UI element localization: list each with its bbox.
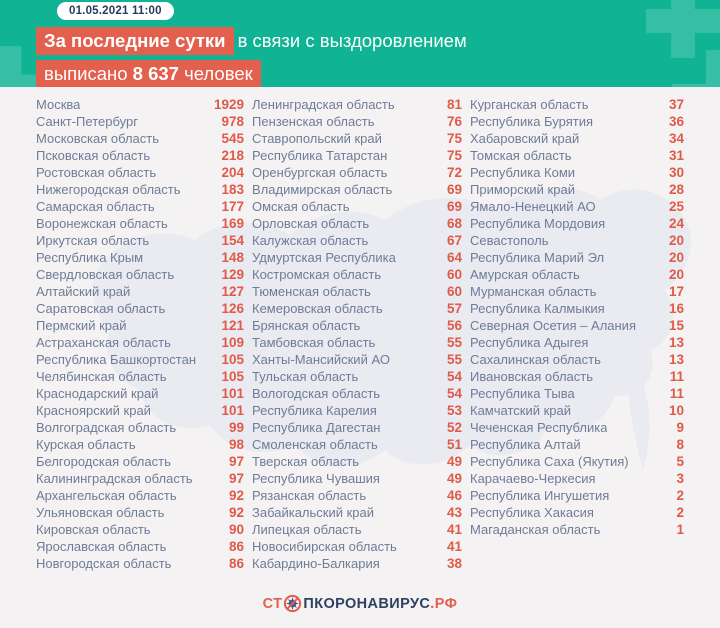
list-item: [470, 419, 684, 436]
region-value: 17: [668, 284, 684, 299]
region-name: Республика Адыгея: [470, 335, 589, 350]
virus-no-icon: [283, 594, 302, 613]
region-value: 92: [228, 488, 244, 503]
list-item: [252, 130, 462, 147]
region-name: Приморский край: [470, 182, 575, 197]
region-name: Самарская область: [36, 199, 155, 214]
region-name: Республика Саха (Якутия): [470, 454, 629, 469]
list-item: [252, 317, 462, 334]
region-value: 75: [446, 131, 462, 146]
region-value: 64: [446, 250, 462, 265]
region-name: Кировская область: [36, 522, 151, 537]
list-item: [252, 385, 462, 402]
list-item: [36, 96, 244, 113]
region-value: 13: [668, 335, 684, 350]
region-value: 15: [668, 318, 684, 333]
list-item: [36, 385, 244, 402]
region-name: Краснодарский край: [36, 386, 159, 401]
date-badge-text: 01.05.2021 11:00: [69, 5, 162, 17]
region-value: 98: [228, 437, 244, 452]
region-value: 81: [446, 97, 462, 112]
list-item: [252, 232, 462, 249]
region-name: Республика Дагестан: [252, 420, 381, 435]
region-name: Республика Бурятия: [470, 114, 594, 129]
list-item: [470, 487, 684, 504]
region-value: 51: [446, 437, 462, 452]
region-name: Воронежская область: [36, 216, 168, 231]
list-item: [470, 198, 684, 215]
region-name: Томская область: [470, 148, 572, 163]
region-value: 60: [446, 284, 462, 299]
region-value: 121: [221, 318, 244, 333]
list-item: [36, 198, 244, 215]
list-item: [470, 113, 684, 130]
headline-line-2: [36, 59, 467, 87]
list-item: [36, 470, 244, 487]
region-name: Алтайский край: [36, 284, 131, 299]
list-item: [252, 436, 462, 453]
region-value: 1: [676, 522, 684, 537]
region-value: 41: [446, 522, 462, 537]
line2-suffix: человек: [184, 63, 253, 84]
region-value: 56: [446, 318, 462, 333]
region-name: Ростовская область: [36, 165, 157, 180]
region-name: Ульяновская область: [36, 505, 165, 520]
region-name: Новосибирская область: [252, 539, 397, 554]
list-item: [252, 198, 462, 215]
stopcoronavirus-logo: [263, 594, 458, 613]
region-name: Ханты-Мансийский АО: [252, 352, 390, 367]
region-value: 49: [446, 454, 462, 469]
headline-highlight: За последние сутки: [36, 27, 234, 55]
region-value: 36: [668, 114, 684, 129]
region-value: 20: [668, 267, 684, 282]
region-name: Свердловская область: [36, 267, 175, 282]
region-value: 1929: [213, 97, 244, 112]
region-value: 53: [446, 403, 462, 418]
header-band: [0, 0, 720, 87]
list-item: [470, 385, 684, 402]
region-value: 183: [221, 182, 244, 197]
footer: [0, 594, 720, 613]
region-value: 24: [668, 216, 684, 231]
region-value: 16: [668, 301, 684, 316]
region-name: Рязанская область: [252, 488, 367, 503]
region-name: Ленинградская область: [252, 97, 395, 112]
region-value: 545: [221, 131, 244, 146]
region-name: Республика Коми: [470, 165, 576, 180]
list-item: [470, 436, 684, 453]
region-value: 126: [221, 301, 244, 316]
region-value: 105: [221, 369, 244, 384]
region-value: 49: [446, 471, 462, 486]
region-value: 109: [221, 335, 244, 350]
list-item: [252, 351, 462, 368]
list-item: [252, 538, 462, 555]
region-name: Хабаровский край: [470, 131, 580, 146]
region-name: Астраханская область: [36, 335, 171, 350]
region-name: Севастополь: [470, 233, 549, 248]
region-name: Ивановская область: [470, 369, 593, 384]
list-item: [252, 419, 462, 436]
list-item: [36, 300, 244, 317]
region-name: Тульская область: [252, 369, 359, 384]
region-value: 34: [668, 131, 684, 146]
list-item: [36, 249, 244, 266]
headline-line-1: [36, 26, 467, 57]
list-item: [470, 368, 684, 385]
region-value: 154: [221, 233, 244, 248]
region-name: Тюменская область: [252, 284, 371, 299]
list-item: [252, 504, 462, 521]
region-name: Санкт-Петербург: [36, 114, 138, 129]
region-name: Оренбургская область: [252, 165, 388, 180]
region-name: Забайкальский край: [252, 505, 375, 520]
list-item: [252, 453, 462, 470]
region-name: Республика Ингушетия: [470, 488, 610, 503]
list-item: [252, 521, 462, 538]
region-value: 11: [669, 386, 684, 401]
region-value: 105: [221, 352, 244, 367]
region-value: 68: [446, 216, 462, 231]
region-value: 25: [668, 199, 684, 214]
region-name: Магаданская область: [470, 522, 601, 537]
list-item: [36, 521, 244, 538]
list-item: [252, 402, 462, 419]
region-name: Пермский край: [36, 318, 127, 333]
region-value: 97: [228, 471, 244, 486]
list-item: [252, 215, 462, 232]
list-item: [36, 487, 244, 504]
region-name: Ямало-Ненецкий АО: [470, 199, 596, 214]
region-value: 218: [221, 148, 244, 163]
region-value: 75: [446, 148, 462, 163]
region-value: 92: [228, 505, 244, 520]
list-item: [36, 130, 244, 147]
region-name: Республика Тыва: [470, 386, 575, 401]
region-column: [470, 96, 684, 572]
region-name: Новгородская область: [36, 556, 172, 571]
headline: [36, 26, 467, 87]
region-name: Кабардино-Балкария: [252, 556, 380, 571]
region-name: Северная Осетия – Алания: [470, 318, 636, 333]
region-value: 76: [446, 114, 462, 129]
recovered-count: 8 637: [132, 63, 179, 84]
region-name: Липецкая область: [252, 522, 362, 537]
region-value: 99: [228, 420, 244, 435]
region-name: Сахалинская область: [470, 352, 601, 367]
region-name: Пензенская область: [252, 114, 375, 129]
list-item: [470, 504, 684, 521]
region-name: Республика Калмыкия: [470, 301, 605, 316]
list-item: [36, 232, 244, 249]
region-name: Камчатский край: [470, 403, 571, 418]
region-name: Ставропольский край: [252, 131, 382, 146]
region-value: 5: [676, 454, 684, 469]
region-name: Амурская область: [470, 267, 580, 282]
region-value: 38: [446, 556, 462, 571]
region-name: Карачаево-Черкесия: [470, 471, 596, 486]
list-item: [470, 96, 684, 113]
headline-rest: в связи с выздоровлением: [237, 30, 467, 51]
list-item: [36, 181, 244, 198]
region-name: Омская область: [252, 199, 350, 214]
region-value: 54: [446, 369, 462, 384]
list-item: [470, 402, 684, 419]
region-value: 57: [446, 301, 462, 316]
list-item: [252, 96, 462, 113]
region-name: Ярославская область: [36, 539, 167, 554]
region-name: Москва: [36, 97, 81, 112]
region-name: Саратовская область: [36, 301, 166, 316]
region-value: 3: [676, 471, 684, 486]
region-name: Иркутская область: [36, 233, 150, 248]
region-name: Вологодская область: [252, 386, 381, 401]
region-value: 67: [446, 233, 462, 248]
list-item: [36, 368, 244, 385]
line2-prefix: выписано: [44, 63, 128, 84]
region-name: Челябинская область: [36, 369, 167, 384]
region-name: Республика Мордовия: [470, 216, 606, 231]
region-name: Курганская область: [470, 97, 589, 112]
region-name: Владимирская область: [252, 182, 393, 197]
list-item: [36, 453, 244, 470]
region-value: 31: [668, 148, 684, 163]
list-item: [470, 317, 684, 334]
list-item: [470, 215, 684, 232]
region-name: Республика Карелия: [252, 403, 377, 418]
region-name: Республика Алтай: [470, 437, 581, 452]
list-item: [36, 419, 244, 436]
region-value: 11: [669, 369, 684, 384]
region-name: Орловская область: [252, 216, 370, 231]
region-value: 41: [446, 539, 462, 554]
logo-middle: ПКОРОНАВИРУС: [303, 595, 431, 612]
region-name: Белгородская область: [36, 454, 171, 469]
region-name: Тверская область: [252, 454, 360, 469]
list-item: [36, 555, 244, 572]
list-item: [36, 283, 244, 300]
list-item: [470, 164, 684, 181]
region-value: 69: [446, 199, 462, 214]
list-item: [470, 334, 684, 351]
list-item: [36, 538, 244, 555]
list-item: [470, 147, 684, 164]
list-item: [470, 249, 684, 266]
region-name: Республика Крым: [36, 250, 144, 265]
region-value: 60: [446, 267, 462, 282]
list-item: [36, 317, 244, 334]
region-name: Курская область: [36, 437, 136, 452]
list-item: [36, 215, 244, 232]
list-item: [470, 351, 684, 368]
list-item: [252, 181, 462, 198]
list-item: [36, 351, 244, 368]
region-name: Республика Хакасия: [470, 505, 594, 520]
region-value: 46: [446, 488, 462, 503]
date-badge: [57, 2, 174, 20]
list-item: [252, 266, 462, 283]
region-value: 97: [228, 454, 244, 469]
region-value: 978: [221, 114, 244, 129]
region-name: Мурманская область: [470, 284, 597, 299]
region-value: 177: [221, 199, 244, 214]
list-item: [36, 113, 244, 130]
region-value: 13: [668, 352, 684, 367]
logo-prefix: СТ: [262, 595, 283, 612]
region-name: Тамбовская область: [252, 335, 376, 350]
list-item: [252, 164, 462, 181]
list-item: [470, 470, 684, 487]
list-item: [470, 453, 684, 470]
region-value: 20: [668, 250, 684, 265]
region-value: 127: [221, 284, 244, 299]
region-name: Красноярский край: [36, 403, 151, 418]
region-value: 101: [221, 386, 244, 401]
list-item: [470, 521, 684, 538]
list-item: [470, 130, 684, 147]
region-value: 86: [228, 556, 244, 571]
list-item: [252, 555, 462, 572]
list-item: [252, 113, 462, 130]
region-value: 2: [676, 488, 684, 503]
region-name: Республика Башкортостан: [36, 352, 196, 367]
region-name: Калининградская область: [36, 471, 193, 486]
list-item: [470, 181, 684, 198]
region-value: 10: [668, 403, 684, 418]
region-name: Брянская область: [252, 318, 361, 333]
region-name: Республика Татарстан: [252, 148, 388, 163]
region-value: 37: [668, 97, 684, 112]
region-value: 101: [221, 403, 244, 418]
logo-suffix: .РФ: [430, 595, 458, 612]
region-value: 55: [446, 335, 462, 350]
region-value: 55: [446, 352, 462, 367]
region-value: 54: [446, 386, 462, 401]
region-name: Республика Марий Эл: [470, 250, 605, 265]
region-column: [36, 96, 244, 572]
list-item: [252, 283, 462, 300]
region-value: 129: [221, 267, 244, 282]
region-name: Республика Чувашия: [252, 471, 380, 486]
list-item: [252, 470, 462, 487]
region-value: 2: [676, 505, 684, 520]
region-list: [36, 96, 684, 572]
list-item: [36, 334, 244, 351]
region-value: 69: [446, 182, 462, 197]
plus-cross-icon: [646, 0, 720, 58]
region-value: 20: [668, 233, 684, 248]
region-value: 28: [668, 182, 684, 197]
region-name: Чеченская Республика: [470, 420, 608, 435]
list-item: [470, 266, 684, 283]
region-value: 72: [446, 165, 462, 180]
list-item: [252, 300, 462, 317]
list-item: [470, 232, 684, 249]
region-column: [252, 96, 462, 572]
region-name: Московская область: [36, 131, 160, 146]
region-name: Волгоградская область: [36, 420, 177, 435]
list-item: [36, 164, 244, 181]
list-item: [470, 283, 684, 300]
region-name: Костромская область: [252, 267, 382, 282]
region-name: Псковская область: [36, 148, 151, 163]
list-item: [36, 402, 244, 419]
list-item: [252, 334, 462, 351]
region-value: 52: [446, 420, 462, 435]
region-name: Нижегородская область: [36, 182, 181, 197]
region-value: 43: [446, 505, 462, 520]
region-value: 90: [228, 522, 244, 537]
list-item: [36, 504, 244, 521]
region-value: 86: [228, 539, 244, 554]
list-item: [36, 147, 244, 164]
region-name: Архангельская область: [36, 488, 177, 503]
region-value: 204: [221, 165, 244, 180]
region-name: Калужская область: [252, 233, 369, 248]
region-name: Удмуртская Республика: [252, 250, 396, 265]
list-item: [470, 300, 684, 317]
region-name: Кемеровская область: [252, 301, 383, 316]
region-value: 8: [676, 437, 684, 452]
region-value: 30: [668, 165, 684, 180]
list-item: [252, 487, 462, 504]
region-value: 169: [221, 216, 244, 231]
list-item: [252, 147, 462, 164]
region-value: 148: [221, 250, 244, 265]
list-item: [36, 436, 244, 453]
list-item: [252, 249, 462, 266]
headline-line2-highlight: [36, 60, 261, 87]
region-value: 9: [676, 420, 684, 435]
list-item: [252, 368, 462, 385]
list-item: [36, 266, 244, 283]
region-name: Смоленская область: [252, 437, 378, 452]
